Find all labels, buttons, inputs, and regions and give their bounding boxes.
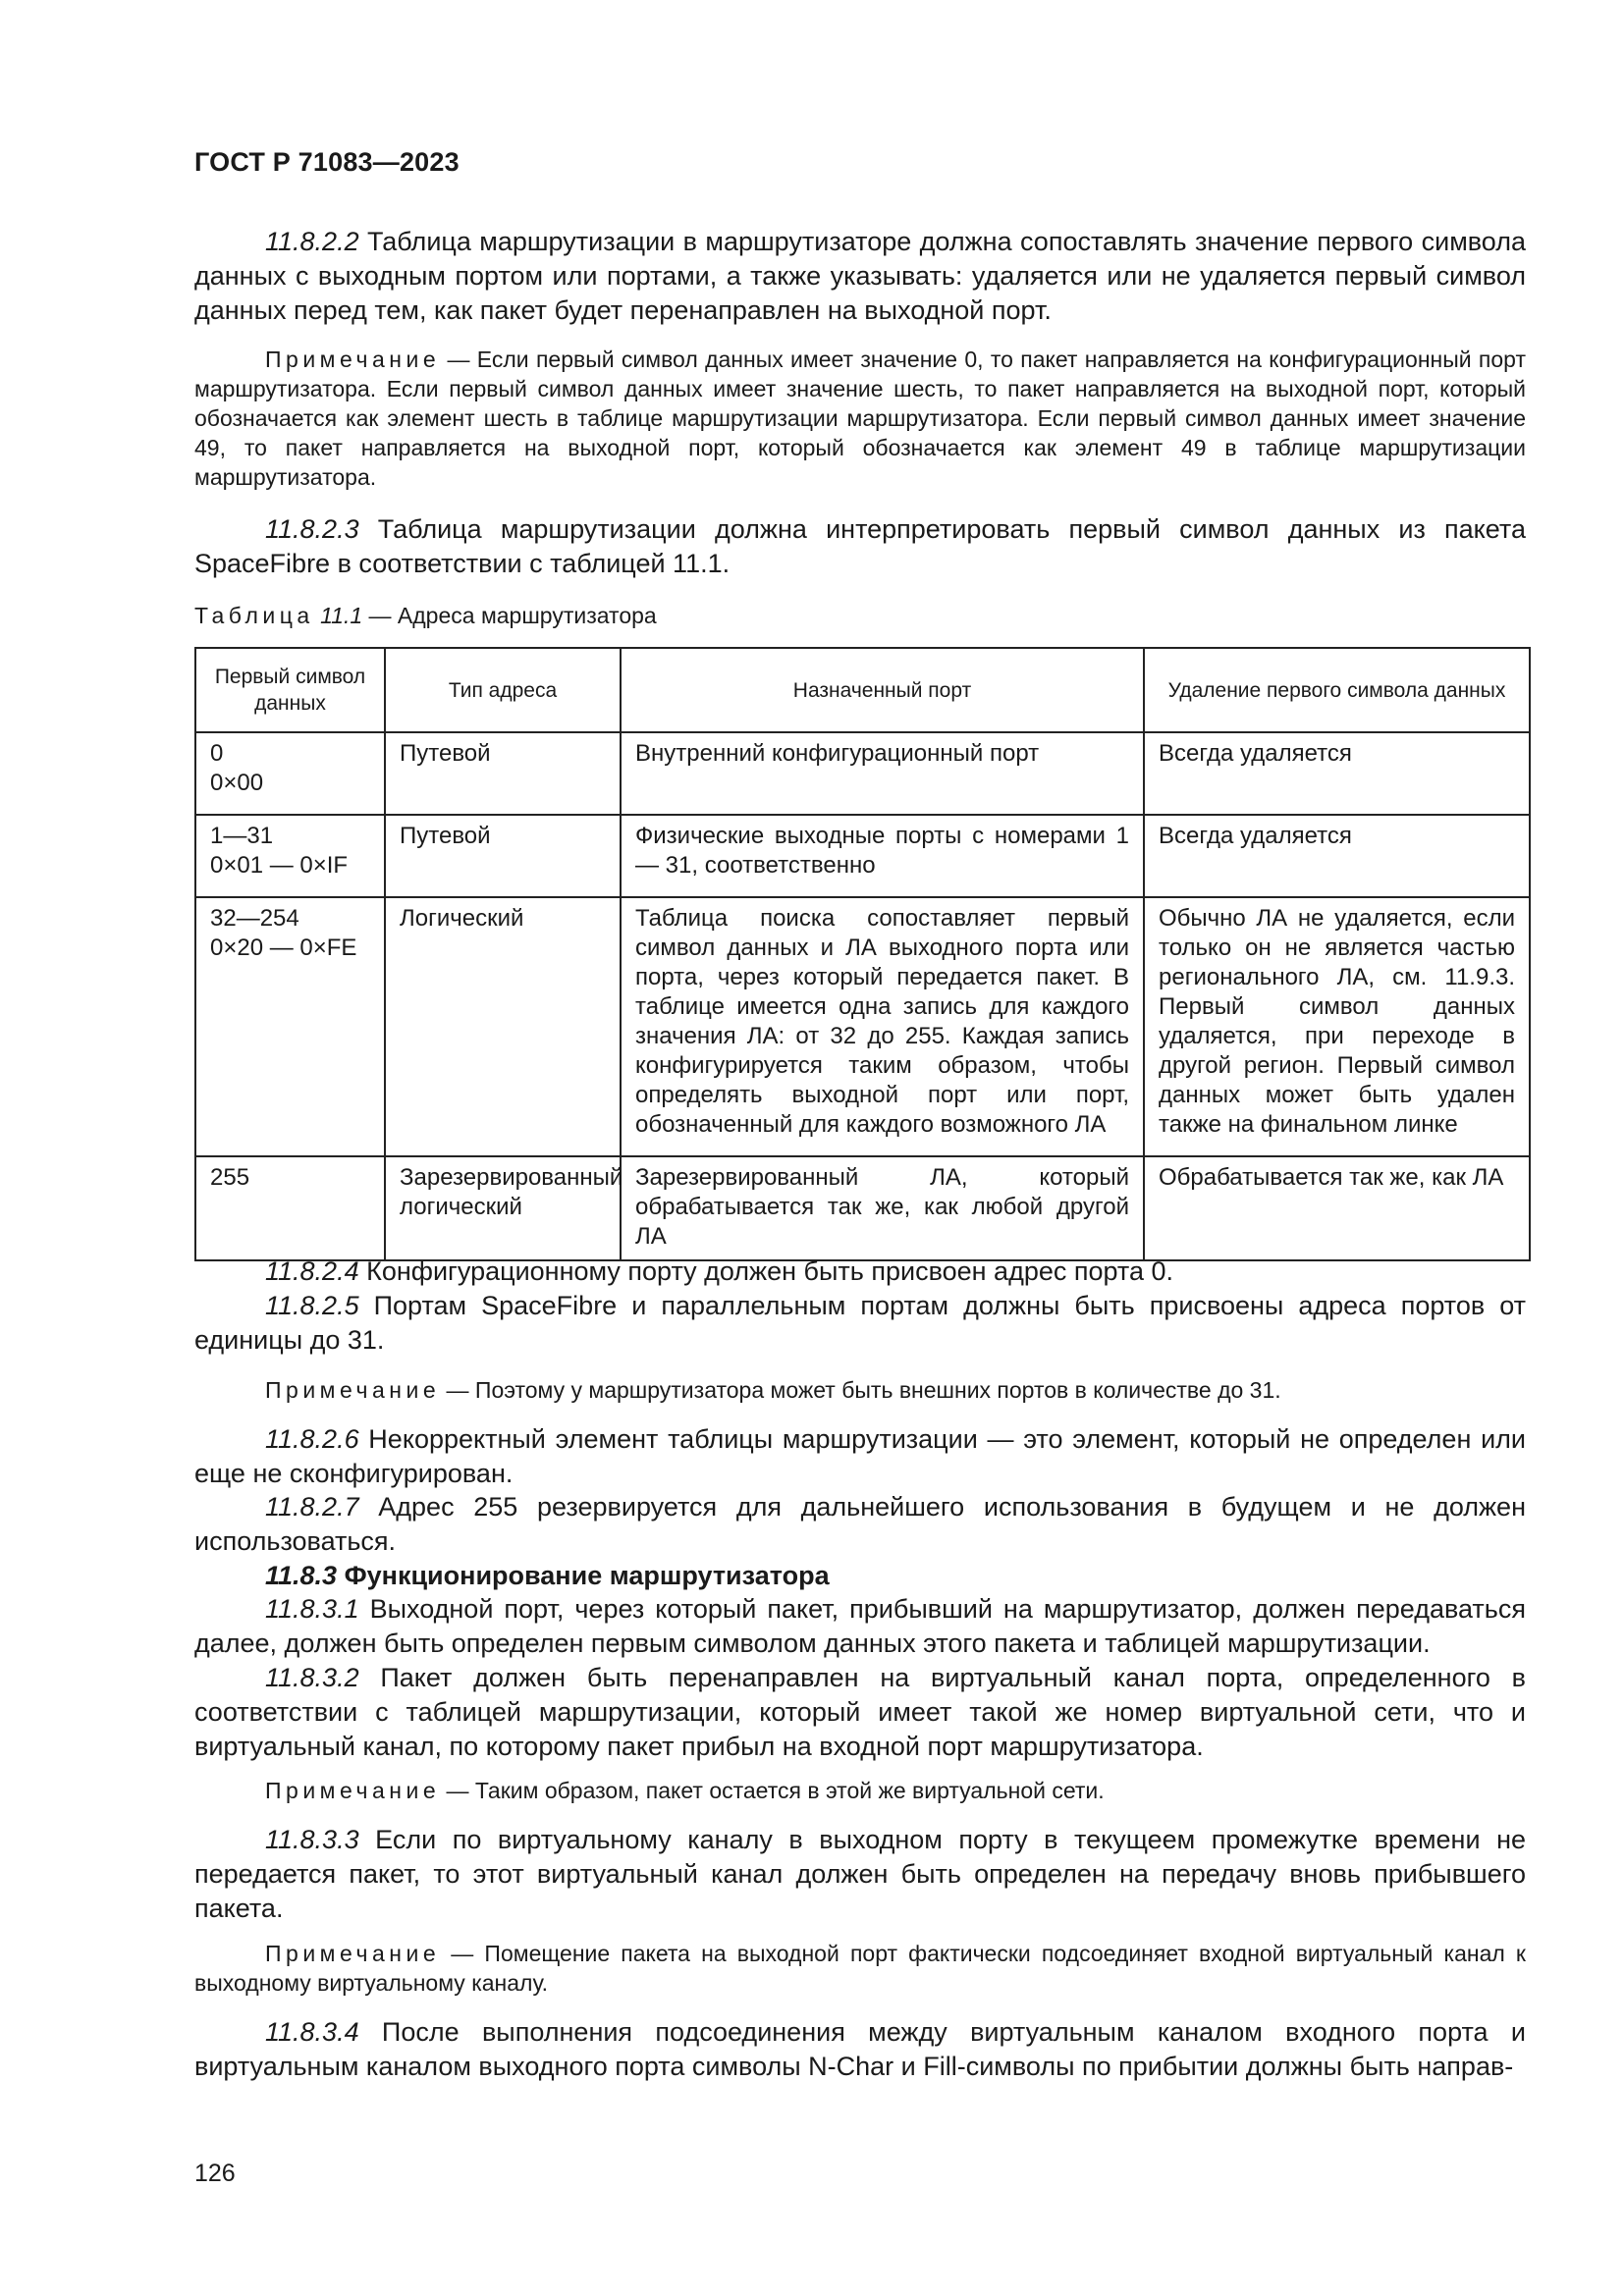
note-label: Примечание (265, 1941, 441, 1966)
removal-cell: Всегда удаляется (1144, 732, 1530, 815)
note-label: Примечание (265, 1377, 441, 1403)
table-header-cell: Назначенный порт (621, 648, 1144, 732)
table-header-row (195, 648, 1530, 732)
note-label: Примечание (265, 1778, 441, 1803)
paragraph-number: 11.8.2.6 (265, 1424, 359, 1454)
removal-cell: Обычно ЛА не удаляется, если только он не является частью регионального ЛА, см. 11.9.3. Первый символ данных удаляется, при переходе в другой регион. Первый символ данных может быть удален также на финальном линке (1144, 897, 1530, 1156)
paragraph-number: 11.8.2.2 (265, 227, 359, 256)
paragraph-text: Таблица маршрутизации в маршрутизаторе должна сопоставлять значение первого символа данных с выходным портом или портами, а также указывать: удаляется или не удаляется первый символ данных перед тем, как пакет будет перенаправлен на выходной порт. (194, 227, 1526, 325)
section-title: Функционирование маршрутизатора (337, 1561, 830, 1590)
first-symbol-cell (195, 1156, 385, 1260)
assigned-port-cell: Таблица поиска сопоставляет первый символ данных и ЛА выходного порта или порта, через который передается пакет. В таблице имеется одна запись для каждого значения ЛА: от 32 до 255. Каждая запись конфигурируется таким образом, чтобы определять выходной порт или порт, обозначенный для каждого возможного ЛА (621, 897, 1144, 1156)
assigned-port-cell: Физические выходные порты с номерами 1 — 31, соответственно (621, 815, 1144, 897)
first-symbol-cell (195, 897, 385, 1156)
table-caption-label: Таблица (194, 603, 314, 628)
assigned-port-cell: Внутренний конфигурационный порт (621, 732, 1144, 815)
address-type-cell: Логический (385, 897, 621, 1156)
paragraph-11-8-3-1 (194, 1592, 1526, 1661)
removal-cell: Обрабатывается так же, как ЛА (1144, 1156, 1530, 1260)
note-1 (194, 345, 1526, 492)
note-text: — Если первый символ данных имеет значение 0, то пакет направляется на конфигурационный порт маршрутизатора. Если первый символ данных имеет значение шесть, то пакет направляется на выходной порт, который обозначается как элемент шесть в таблице маршрутизации маршрутизатора. Если первый символ данных имеет значение 49, то пакет направляется на выходной порт, который обозначается как элемент 49 в таблице маршрутизации маршрутизатора. (194, 347, 1526, 490)
first-symbol-decimal: 32—254 (210, 905, 299, 932)
paragraph-text: Адрес 255 резервируется для дальнейшего использования в будущем и не должен использоваться. (194, 1492, 1526, 1556)
paragraph-text: Выходной порт, через который пакет, прибывший на маршрутизатор, должен передаваться далее, должен быть определен первым символом данных этого пакета и таблицей маршрутизации. (194, 1594, 1526, 1658)
note-4 (194, 1939, 1526, 1998)
note-text: — Помещение пакета на выходной порт фактически подсоединяет входной виртуальный канал к выходному виртуальному каналу. (194, 1941, 1526, 1996)
paragraph-11-8-2-6 (194, 1422, 1526, 1491)
note-3 (194, 1776, 1526, 1805)
paragraph-11-8-2-5 (194, 1289, 1526, 1358)
paragraph-11-8-3-3 (194, 1823, 1526, 1926)
paragraph-number: 11.8.3.3 (265, 1825, 359, 1854)
table-row (195, 815, 1530, 897)
paragraph-text: Конфигурационному порту должен быть присвоен адрес порта 0. (358, 1256, 1174, 1286)
paragraph-11-8-2-7 (194, 1490, 1526, 1559)
first-symbol-hex: 0×01 — 0×IF (210, 852, 349, 879)
first-symbol-decimal: 1—31 (210, 823, 274, 849)
paragraph-number: 11.8.2.5 (265, 1291, 359, 1320)
table-caption (194, 603, 657, 629)
table-header-cell: Тип адреса (385, 648, 621, 732)
first-symbol-cell (195, 815, 385, 897)
first-symbol-cell (195, 732, 385, 815)
paragraph-number: 11.8.3.4 (265, 2017, 359, 2047)
first-symbol-hex: 0×20 — 0×FE (210, 934, 357, 961)
note-label: Примечание (265, 347, 441, 372)
table-row (195, 897, 1530, 1156)
table-row (195, 1156, 1530, 1260)
paragraph-text: После выполнения подсоединения между виртуальным каналом входного порта и виртуальным каналом выходного порта символы N-Char и Fill-символы по прибытии должны быть направ- (194, 2017, 1526, 2081)
paragraph-number: 11.8.2.4 (265, 1256, 359, 1286)
paragraph-text: Таблица маршрутизации должна интерпретировать первый символ данных из пакета SpaceFibre в соответствии с таблицей 11.1. (194, 514, 1526, 578)
paragraph-11-8-3-4 (194, 2015, 1526, 2084)
address-type-cell: Путевой (385, 732, 621, 815)
paragraph-11-8-2-3 (194, 512, 1526, 581)
assigned-port-cell: Зарезервированный ЛА, который обрабатывается так же, как любой другой ЛА (621, 1156, 1144, 1260)
table-header-cell: Первый символ данных (195, 648, 385, 732)
router-address-table (194, 647, 1531, 1261)
paragraph-text: Если по виртуальному каналу в выходном порту в текущеем промежутке времени не передается пакет, то этот виртуальный канал должен быть определен на передачу вновь прибывшего пакета. (194, 1825, 1526, 1923)
paragraph-11-8-2-2 (194, 225, 1526, 328)
paragraph-11-8-3-2 (194, 1661, 1526, 1764)
table-caption-text: — Адреса маршрутизатора (362, 603, 657, 628)
paragraph-number: 11.8.2.7 (265, 1492, 359, 1522)
address-type-cell: Путевой (385, 815, 621, 897)
section-number: 11.8.3 (265, 1561, 338, 1590)
first-symbol-decimal: 255 (210, 1164, 250, 1191)
note-2 (194, 1375, 1526, 1405)
paragraph-11-8-2-4 (194, 1255, 1526, 1289)
document-header: ГОСТ Р 71083—2023 (194, 147, 460, 177)
address-type-cell: Зарезервированный логический (385, 1156, 621, 1260)
table-caption-number: 11.1 (320, 603, 363, 628)
paragraph-number: 11.8.3.2 (265, 1663, 359, 1692)
table-row (195, 732, 1530, 815)
paragraph-text: Портам SpaceFibre и параллельным портам должны быть присвоены адреса портов от единицы до 31. (194, 1291, 1526, 1355)
paragraph-text: Пакет должен быть перенаправлен на виртуальный канал порта, определенного в соответствии с таблицей маршрутизации, который имеет такой же номер виртуальной сети, что и виртуальный канал, по которому пакет прибыл на входной порт маршрутизатора. (194, 1663, 1526, 1761)
note-text: — Таким образом, пакет остается в этой же виртуальной сети. (440, 1778, 1105, 1803)
paragraph-number: 11.8.2.3 (265, 514, 359, 544)
note-text: — Поэтому у маршрутизатора может быть внешних портов в количестве до 31. (440, 1377, 1281, 1403)
first-symbol-decimal: 0 (210, 740, 224, 767)
removal-cell: Всегда удаляется (1144, 815, 1530, 897)
first-symbol-hex: 0×00 (210, 770, 264, 796)
paragraph-text: Некорректный элемент таблицы маршрутизации — это элемент, который не определен или еще не сконфигурирован. (194, 1424, 1526, 1488)
page-number: 126 (194, 2160, 236, 2187)
table-header-cell: Удаление первого символа данных (1144, 648, 1530, 732)
section-heading-11-8-3 (194, 1559, 1526, 1593)
paragraph-number: 11.8.3.1 (265, 1594, 359, 1624)
